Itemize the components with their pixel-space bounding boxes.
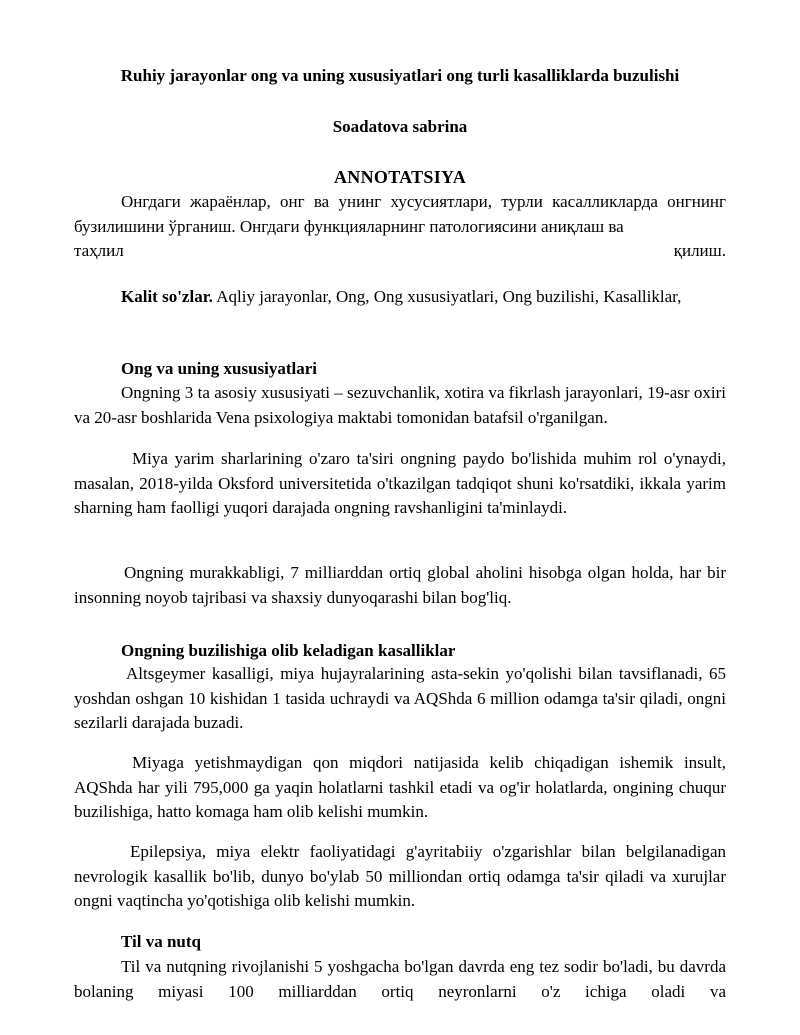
keywords-text: Aqliy jarayonlar, Ong, Ong xususiyatlari, Ong buzilishi, Kasalliklar,: [212, 287, 682, 306]
section-heading-ong: Ong va uning xususiyatlari: [121, 359, 318, 378]
section-heading-til: Til va nutq: [121, 932, 202, 951]
section1-paragraph-3: Ongning murakkabligi, 7 milliarddan ortiq global aholini hisobga olgan holda, har bir insonning noyob tajribasi va shaxsiy dunyoqarashi bilan bog'liq.: [74, 563, 726, 607]
annotation-last-line: [74, 239, 726, 264]
keywords-label: Kalit so'zlar.: [121, 287, 213, 306]
section3-paragraph-1: Til va nutqning rivojlanishi 5 yoshgacha bo'lgan davrda eng tez sodir bo'ladi, bu davrda bolaning miyasi 100 milliarddan ortiq neyronlarni o'z ichiga oladi va: [74, 957, 726, 1001]
section-heading-kasalliklar: Ongning buzilishiga olib keladigan kasalliklar: [121, 641, 456, 660]
section1-paragraph-1: Ongning 3 ta asosiy xususiyati – sezuvchanlik, xotira va fikrlash jarayonlari, 19-asr oxiri va 20-asr boshlarida Vena psixologiya maktabi tomonidan batafsil o'rganilgan.: [74, 383, 726, 427]
annotation-last-right: қилиш.: [673, 241, 726, 260]
author-name: Soadatova sabrina: [332, 117, 468, 136]
keywords-line: [121, 285, 726, 309]
annotation-paragraph: Онгдаги жараёнлар, онг ва унинг хусусиятлари, турли касалликларда онгнинг бузилишини ўрганиш. Онгдаги функцияларнинг патологиясини аниқлаш ва: [74, 192, 726, 236]
annotation-heading: ANNOTATSIYA: [334, 167, 466, 187]
annotation-last-left: таҳлил: [74, 241, 124, 260]
section2-paragraph-2: Miyaga yetishmaydigan qon miqdori natijasida kelib chiqadigan ishemik insult, AQShda har yili 795,000 ga yaqin holatlarni tashkil etadi va og'ir holatlarda, ongining chuqur buzilishiga, hatto komaga ham olib kelishi mumkin.: [74, 753, 726, 821]
section1-paragraph-2: Miya yarim sharlarining o'zaro ta'siri ongning paydo bo'lishida muhim rol o'ynaydi, masalan, 2018-yilda Oksford universitetida o'tkazilgan tadqiqot shuni ko'rsatdiki, ikkala yarim sharning ham faolligi yuqori darajada ongning ravshanligini ta'minlaydi.: [74, 449, 726, 517]
section2-paragraph-3: Epilepsiya, miya elektr faoliyatidagi g'ayritabiiy o'zgarishlar bilan belgilanadigan nevrologik kasallik bo'lib, dunyo bo'ylab 50 milliondan ortiq odamga ta'sir qiladi va xurujlar ongni vaqtincha yo'qotishiga olib kelishi mumkin.: [74, 842, 726, 910]
section2-paragraph-1: Altsgeymer kasalligi, miya hujayralarining asta-sekin yo'qolishi bilan tavsiflanadi, 65 yoshdan oshgan 10 kishidan 1 tasida uchraydi va AQShda 6 million odamga ta'sir qiladi, ongni sezilarli darajada buzadi.: [74, 664, 726, 732]
document-title: Ruhiy jarayonlar ong va uning xususiyatlari ong turli kasalliklarda buzulishi: [120, 66, 680, 85]
